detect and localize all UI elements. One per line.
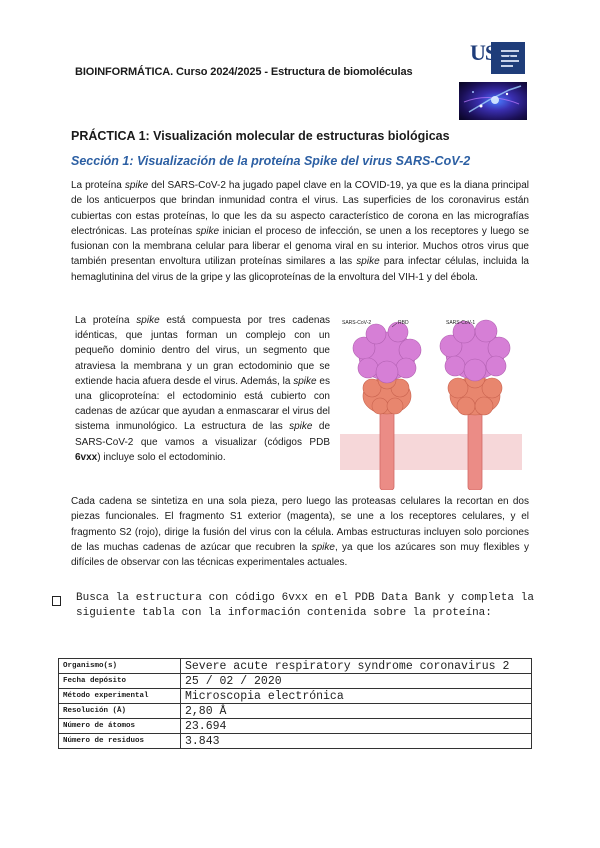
table-value-cell[interactable]: 3.843 [181, 734, 532, 749]
table-label-cell: Resolución (Å) [59, 704, 181, 719]
emphasis-term: spike [356, 256, 380, 268]
right-s1-domain [440, 320, 510, 381]
structure-paragraph: La proteína spike está compuesta por tres cadenas idénticas, que juntas forman un complejo con un pequeño dominio dentro del virus, un segmento que atraviesa la membrana y un gran ectodominio que se extiende hacia afuera desde el virus. Además, la spike es una glicoproteína: el ectodominio está cubierto con cadenas de azúcar que ayudan a enmascarar el virus del sistema inmunológico. La estructura de las spike de SARS-CoV-2 que vamos a visualizar (códigos PDB 6vxx) incluye solo el ectodominio. [75, 315, 331, 463]
table-value-cell[interactable]: 25 / 02 / 2020 [181, 674, 532, 689]
emphasis-term: spike [311, 541, 335, 553]
course-header: BIOINFORMÁTICA. Curso 2024/2025 - Estructura de biomoléculas [75, 66, 413, 78]
intro-paragraph: La proteína spike del SARS-CoV-2 ha jugado papel clave en la COVID-19, ya que es la diana principal de los anticuerpos que brindan inmunidad contra el virus. Las superficies de los coronavirus están cubiertas con estas proteínas, lo que les da su aspecto característico de corona en las micrografías electrónicas. Las proteínas spike inician el proceso de infección, se unen a los receptores y luego se fusionan con la membrana celular para liberar el genoma viral en su interior. Muchos otros virus que también presentan envoltura utilizan proteínas similares a las spike para infectar células, incluida la hemaglutinina del virus de la gripe y las glicoproteínas de la envoltura del VIH-1 y del ébola. [71, 180, 530, 283]
table-row [59, 719, 532, 734]
fragments-paragraph: Cada cadena se sintetiza en una sola pieza, pero luego las proteasas celulares la recortan en dos piezas funcionales. El fragmento S1 exterior (magenta), se une a los receptores celulares, y el fragmento S2 (rojo), dirige la fusión del virus con la célula. Ambas estructuras incluyen solo porciones de las muchas cadenas de azúcar que recubren la spike, ya que los azúcares son muy flexibles y difíciles de observar con las técnicas experimentales actuales. [71, 496, 529, 569]
table-label-cell: Número de átomos [59, 719, 181, 734]
task-checkbox[interactable] [52, 596, 61, 606]
task-instruction: Busca la estructura con código 6vxx en el PDB Data Bank y completa la siguiente tabla con la información contenida sobre la proteína: [76, 592, 534, 619]
section-title: Sección 1: Visualización de la proteína Spike del virus SARS-CoV-2 [71, 154, 471, 168]
table-value-cell[interactable]: 2,80 Å [181, 704, 532, 719]
membrane-band [340, 434, 522, 470]
figure-label-right: SARS-CoV-1 [446, 320, 476, 326]
emphasis-term: spike [124, 180, 149, 191]
header-banner-image [459, 82, 527, 120]
table-row [59, 674, 532, 689]
emphasis-term: spike [136, 315, 160, 326]
table-value-cell[interactable]: Severe acute respiratory syndrome coronavirus 2 [181, 659, 532, 674]
table-label-cell: Método experimental [59, 689, 181, 704]
emphasis-term: spike [289, 421, 313, 433]
figure-label-left: SARS-CoV-2 [342, 320, 372, 326]
table-row [59, 704, 532, 719]
table-value-cell[interactable]: Microscopia electrónica [181, 689, 532, 704]
table-row [59, 734, 532, 749]
table-label-cell: Número de residuos [59, 734, 181, 749]
pdb-code: 6vxx [75, 451, 98, 463]
figure-label-rbd: RBD [398, 320, 409, 326]
table-label-cell: Organismo(s) [59, 659, 181, 674]
emphasis-term: spike [293, 375, 317, 387]
protein-info-table [58, 658, 532, 749]
table-row [59, 689, 532, 704]
usc-logo [470, 40, 526, 76]
table-label-cell: Fecha depósito [59, 674, 181, 689]
table-row [59, 659, 532, 674]
practice-title: PRÁCTICA 1: Visualización molecular de estructuras biológicas [71, 129, 450, 143]
spike-protein-figure [340, 318, 522, 490]
table-value-cell[interactable]: 23.694 [181, 719, 532, 734]
logo-text: USC [470, 40, 512, 65]
left-s1-domain [353, 322, 421, 383]
emphasis-term: spike [195, 225, 220, 237]
